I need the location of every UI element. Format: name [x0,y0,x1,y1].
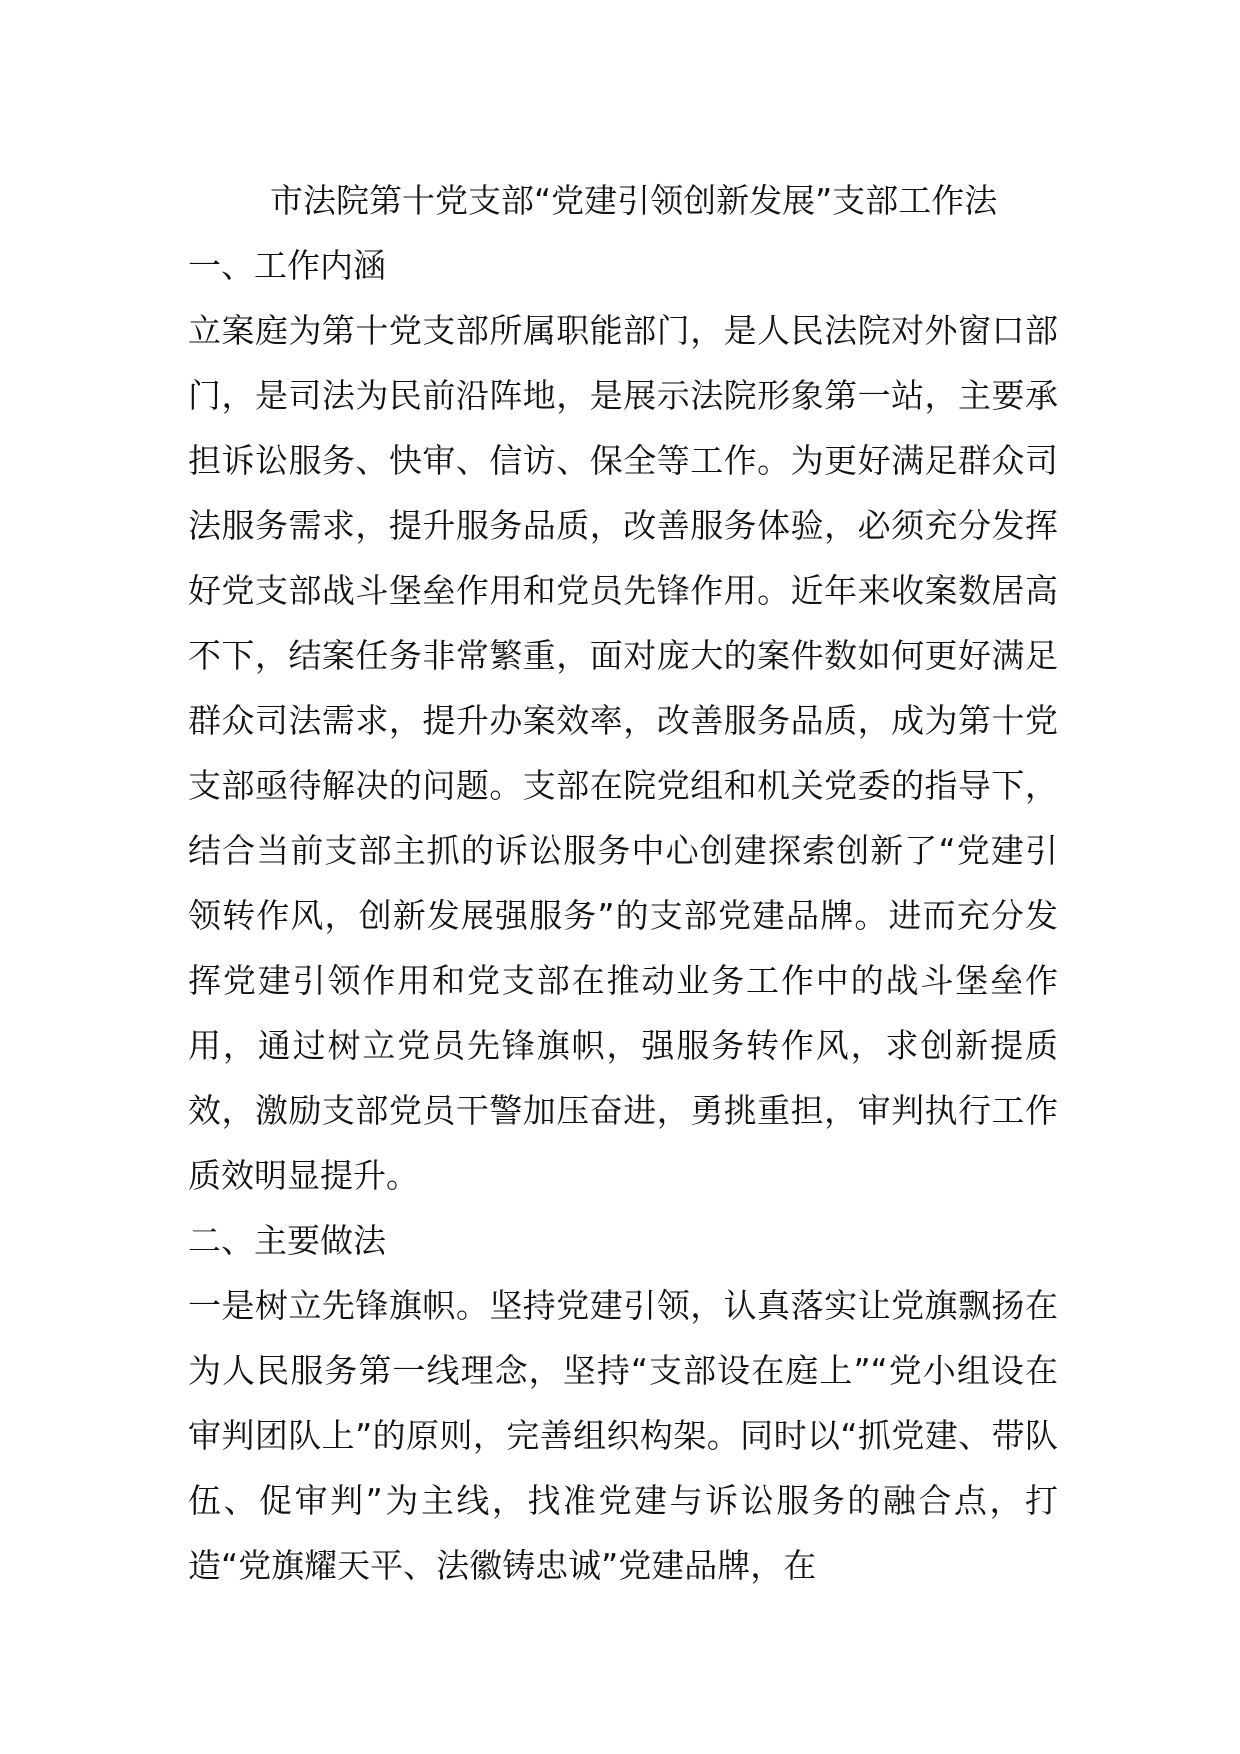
document-title: 市法院第十党支部“党建引领创新发展”支部工作法 [270,181,998,220]
section-heading-work-connotation: 一、工作内涵 [188,246,386,285]
section-heading-main-practices: 二、主要做法 [188,1221,386,1260]
section-paragraph-main-practices: 一是树立先锋旗帜。坚持党建引领，认真落实让党旗飘扬在为人民服务第一线理念，坚持“支部设在庭上”“党小组设在审判团队上”的原则，完善组织构架。同时以“抓党建、带队伍、促审判”为主线，找准党建与诉讼服务的融合点，打造“党旗耀天平、法徽铸忠诚”党建品牌，在 [188,1286,1058,1585]
section-paragraph-work-connotation: 立案庭为第十党支部所属职能部门，是人民法院对外窗口部门，是司法为民前沿阵地，是展示法院形象第一站，主要承担诉讼服务、快审、信访、保全等工作。为更好满足群众司法服务需求，提升服务品质，改善服务体验，必须充分发挥好党支部战斗堡垒作用和党员先锋作用。近年来收案数居高不下，结案任务非常繁重，面对庞大的案件数如何更好满足群众司法需求，提升办案效率，改善服务品质，成为第十党支部亟待解决的问题。支部在院党组和机关党委的指导下，结合当前支部主抓的诉讼服务中心创建探索创新了“党建引领转作风，创新发展强服务”的支部党建品牌。进而充分发挥党建引领作用和党支部在推动业务工作中的战斗堡垒作用，通过树立党员先锋旗帜，强服务转作风，求创新提质效，激励支部党员干警加压奋进，勇挑重担，审判执行工作质效明显提升。 [188,311,1058,1195]
document-body [188,168,1058,1598]
